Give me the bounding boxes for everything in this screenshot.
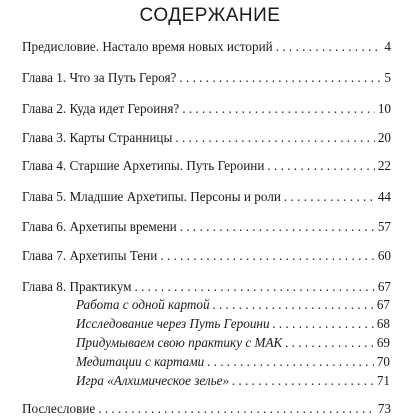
dot-leader: [175, 130, 374, 146]
toc-entry-chapter-4[interactable]: [22, 158, 391, 174]
toc-entry-title: Глава 6. Архетипы времени: [22, 219, 177, 234]
toc-subentry-title: Игра «Алхимическое зелье»: [76, 373, 230, 388]
toc-subentry-page: 69: [376, 335, 390, 350]
dot-leader: [207, 354, 374, 370]
toc-entry-page: 10: [377, 101, 391, 116]
toc-entry-page: 4: [384, 39, 391, 54]
toc-entry-title: Глава 8. Практикум: [22, 279, 132, 294]
toc-subentry-page: 70: [376, 354, 390, 369]
dot-leader: [276, 39, 382, 55]
toc-subentry-page: 71: [376, 373, 390, 388]
toc-subentry-alchemy-game[interactable]: [76, 373, 390, 389]
toc-entry-page: 20: [377, 130, 391, 145]
dot-leader: [213, 297, 374, 313]
toc-entry-chapter-7[interactable]: [22, 248, 391, 264]
toc-entry-page: 57: [377, 219, 391, 234]
dot-leader: [285, 335, 374, 351]
toc-subentry-title: Исследование через Путь Героини: [76, 316, 270, 331]
dot-leader: [284, 189, 375, 205]
dot-leader: [98, 401, 375, 417]
toc-entry-chapter-2[interactable]: [22, 101, 391, 117]
toc-entry-chapter-1[interactable]: [22, 70, 391, 86]
toc-entry-page: 5: [384, 70, 391, 85]
dot-leader: [179, 70, 381, 86]
dot-leader: [232, 373, 374, 389]
toc-subentry-own-practice[interactable]: [76, 335, 390, 351]
toc-subentry-page: 67: [376, 297, 390, 312]
toc-entry-title: Глава 5. Младшие Архетипы. Персоны и роли: [22, 189, 281, 204]
dot-leader: [273, 316, 374, 332]
toc-entry-chapter-8[interactable]: [22, 279, 391, 295]
toc-entry-page: 44: [377, 189, 391, 204]
toc-entry-title: Глава 7. Архетипы Тени: [22, 248, 158, 263]
toc-entry-page: 60: [377, 248, 391, 263]
toc-entry-page: 67: [377, 279, 391, 294]
dot-leader: [182, 101, 375, 117]
toc-entry-title: Глава 1. Что за Путь Героя?: [22, 70, 177, 85]
toc-entry-chapter-3[interactable]: [22, 130, 391, 146]
toc-subentry-page: 68: [376, 316, 390, 331]
toc-subentry-heroine-path[interactable]: [76, 316, 390, 332]
toc-subentry-title: Медитации с картами: [76, 354, 205, 369]
toc-subentry-one-card[interactable]: [76, 297, 390, 313]
toc-entry-title: Глава 2. Куда идет Героиня?: [22, 101, 180, 116]
toc-entry-afterword[interactable]: [22, 401, 391, 417]
toc-subentry-title: Придумываем свою практику с МАК: [76, 335, 283, 350]
dot-leader: [134, 279, 374, 295]
toc-entry-preface[interactable]: [22, 39, 391, 55]
toc-entry-title: Послесловие: [22, 401, 96, 416]
toc-subentry-title: Работа с одной картой: [76, 297, 210, 312]
toc-entry-chapter-6[interactable]: [22, 219, 391, 235]
dot-leader: [160, 248, 375, 264]
toc-entry-page: 73: [377, 401, 391, 416]
dot-leader: [267, 158, 374, 174]
toc-entry-title: Предисловие. Настало время новых историй: [22, 39, 273, 54]
toc-entry-page: 22: [377, 158, 391, 173]
toc-subentry-meditations[interactable]: [76, 354, 390, 370]
page-title: СОДЕРЖАНИЕ: [139, 5, 281, 26]
toc-entry-chapter-5[interactable]: [22, 189, 391, 205]
toc-entry-title: Глава 3. Карты Странницы: [22, 130, 173, 145]
dot-leader: [180, 219, 375, 235]
toc-entry-title: Глава 4. Старшие Архетипы. Путь Героини: [22, 158, 265, 173]
